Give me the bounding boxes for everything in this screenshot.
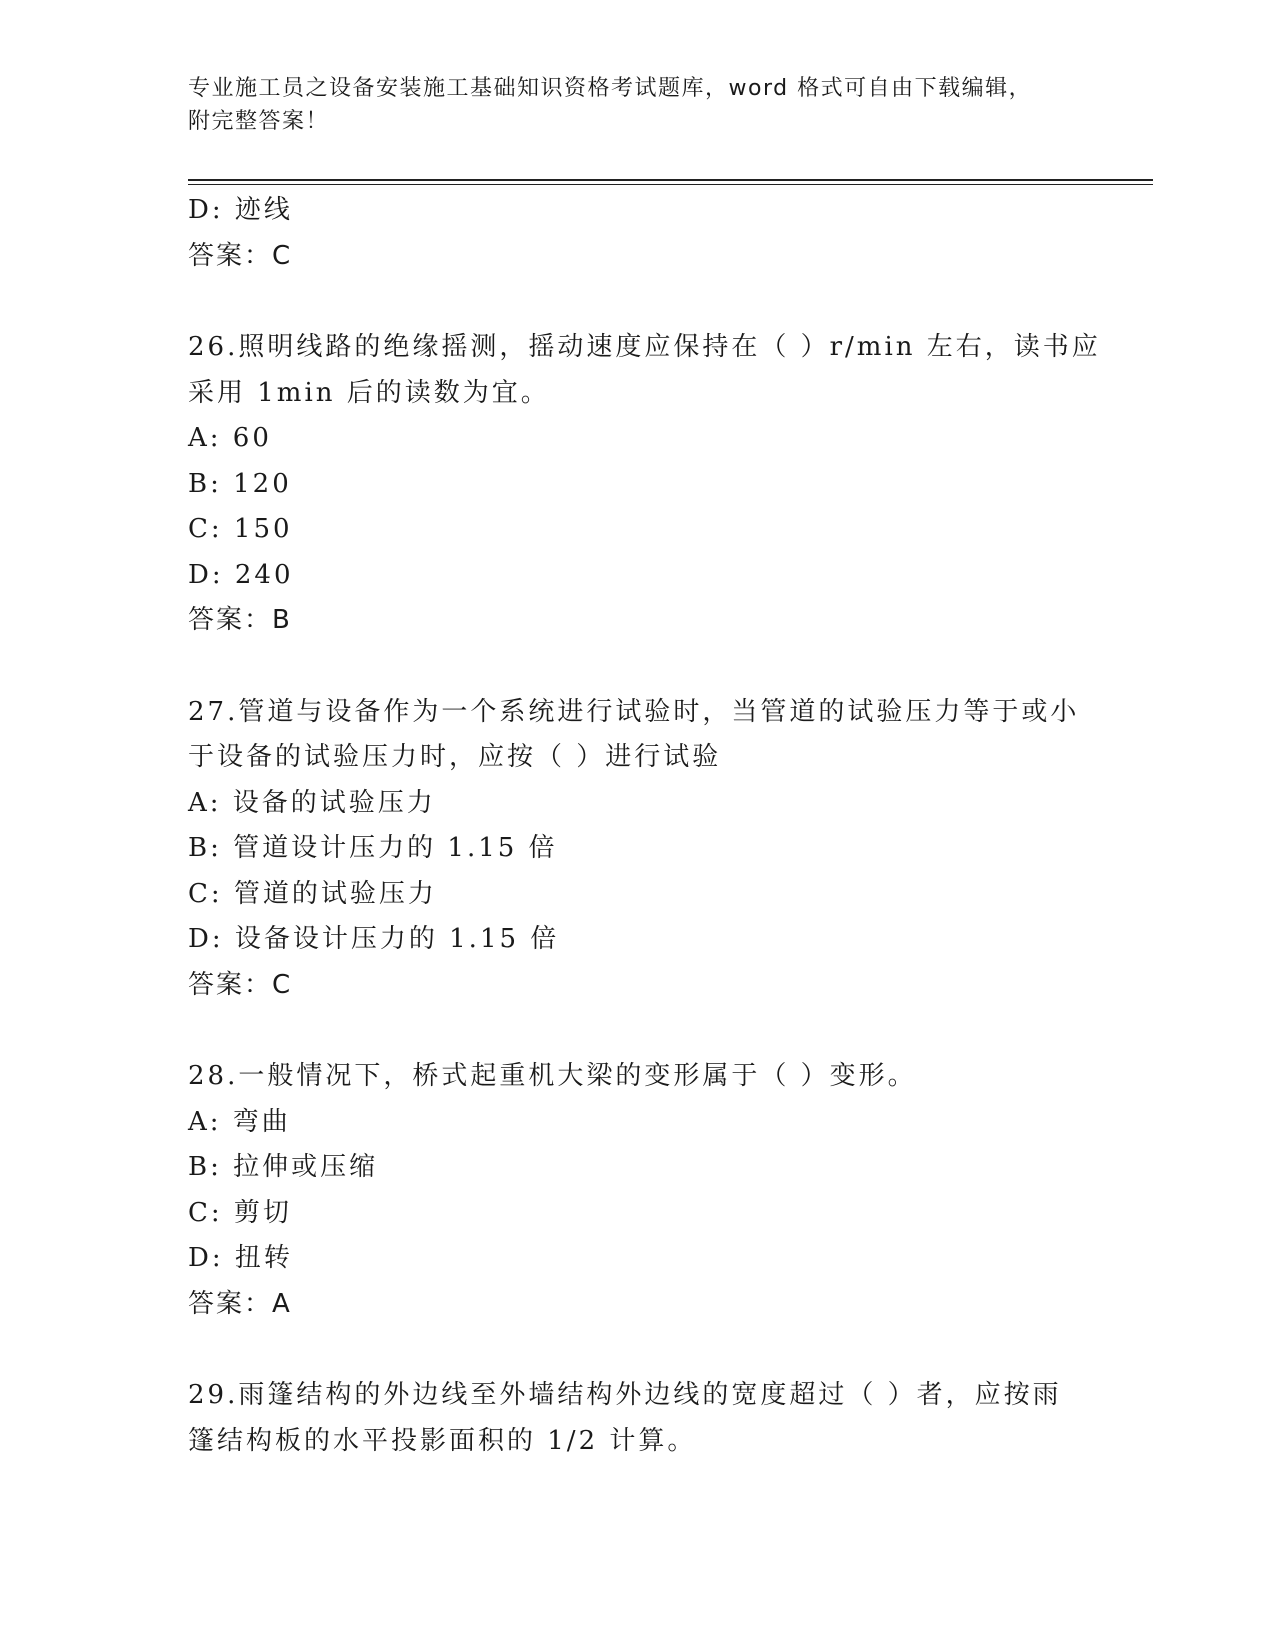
question-27 — [188, 690, 1088, 1009]
spacer — [188, 644, 1088, 690]
document-body — [188, 188, 1101, 1464]
answer-line: 答案：A — [188, 1288, 292, 1319]
question-stem-continued: 于设备的试验压力时，应按（ ）进行试验 — [188, 742, 722, 772]
header-line-2: 附完整答案！ — [188, 109, 330, 134]
answer-line: 答案：C — [188, 240, 293, 271]
option-d: D: 240 — [188, 559, 294, 590]
option-b: B: 管道设计压力的 1.15 倍 — [188, 833, 558, 863]
option-a: A: 60 — [188, 423, 272, 453]
option-a: A: 设备的试验压力 — [188, 787, 436, 818]
question-29 — [188, 1373, 1088, 1464]
answer-line: 答案：B — [188, 605, 292, 635]
question-stem: 28.一般情况下，桥式起重机大梁的变形属于（ ）变形。 — [188, 1061, 917, 1091]
option-a: A: 弯曲 — [188, 1106, 291, 1137]
previous-question-tail — [188, 188, 1088, 279]
question-26 — [188, 325, 1101, 644]
spacer — [188, 1327, 1088, 1373]
option-c: C: 剪切 — [188, 1197, 292, 1228]
header-rule-thick — [188, 179, 1153, 181]
page-header — [188, 72, 1068, 138]
question-stem-continued: 采用 1min 后的读数为宜。 — [188, 377, 550, 408]
question-stem-continued: 篷结构板的水平投影面积的 1/2 计算。 — [188, 1425, 697, 1456]
spacer — [188, 279, 1088, 325]
option-c: C: 管道的试验压力 — [188, 878, 437, 909]
option-d: D: 设备设计压力的 1.15 倍 — [188, 924, 560, 954]
answer-line: 答案：C — [188, 969, 293, 1000]
header-line-1: 专业施工员之设备安装施工基础知识资格考试题库，word 格式可自由下载编辑， — [188, 76, 1033, 101]
option-b: B: 120 — [188, 468, 292, 499]
option-d: D: 迹线 — [188, 195, 293, 225]
option-b: B: 拉伸或压缩 — [188, 1152, 379, 1182]
header-rule-thin — [188, 184, 1153, 185]
option-d: D: 扭转 — [188, 1243, 293, 1273]
question-28 — [188, 1054, 1088, 1327]
option-c: C: 150 — [188, 514, 293, 544]
spacer — [188, 1008, 1088, 1054]
question-stem: 26.照明线路的绝缘摇测，摇动速度应保持在（ ）r/min 左右，读书应 — [188, 332, 1101, 362]
question-stem: 29.雨篷结构的外边线至外墙结构外边线的宽度超过（ ）者，应按雨 — [188, 1380, 1062, 1410]
question-stem: 27.管道与设备作为一个系统进行试验时，当管道的试验压力等于或小 — [188, 696, 1080, 727]
